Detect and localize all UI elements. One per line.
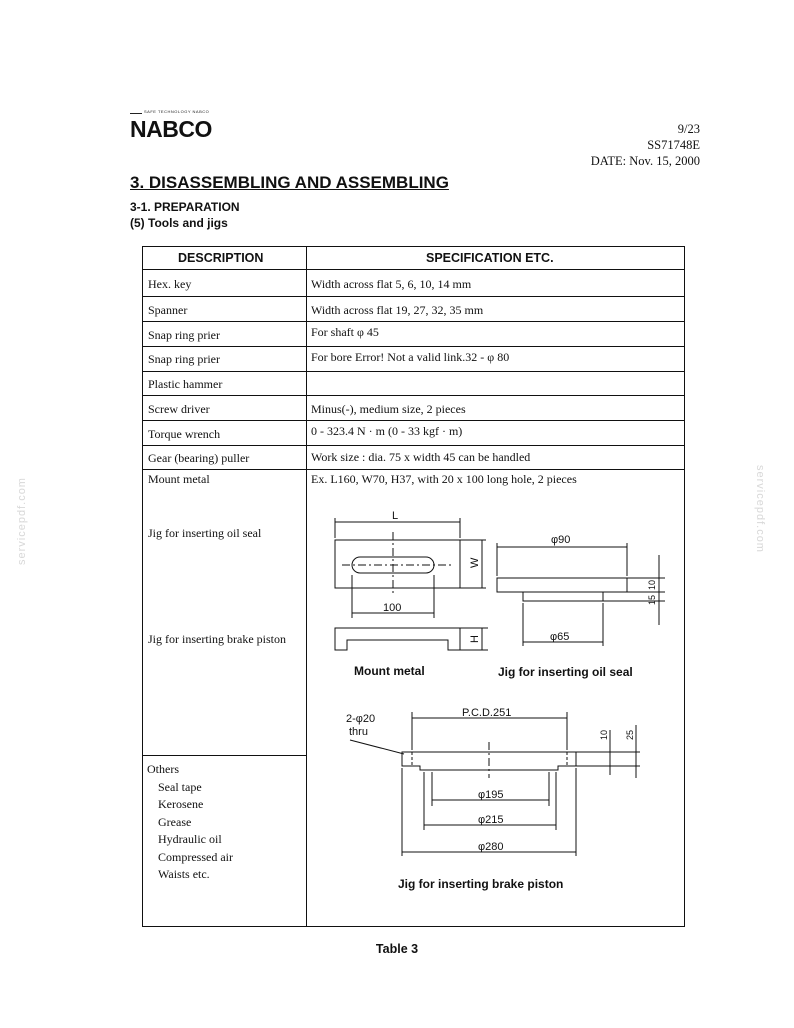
row-desc: Snap ring prier	[148, 352, 220, 366]
brand-name: NABCO	[130, 116, 212, 142]
row-spec: For shaft φ 45	[311, 325, 379, 339]
dim-w: W	[469, 557, 481, 568]
row-spec: For bore Error! Not a valid link.32 - φ 80	[311, 350, 510, 364]
dim-10: 10	[647, 579, 657, 590]
watermark-right: servicepdf.com	[754, 465, 766, 553]
dim-d90: φ90	[551, 534, 571, 546]
dim-100: 100	[383, 602, 402, 614]
list-item: Hydraulic oil	[158, 832, 222, 846]
document-number: SS71748E	[647, 138, 700, 152]
dim-d195: φ195	[478, 789, 504, 801]
row-desc: Hex. key	[148, 277, 192, 291]
document-header	[591, 121, 700, 169]
dim-d65: φ65	[550, 631, 570, 643]
row-spec: Work size : dia. 75 x width 45 can be handled	[311, 450, 531, 464]
list-item: Seal tape	[158, 779, 202, 794]
dim-d215: φ215	[478, 814, 504, 826]
list-item: Grease	[158, 814, 192, 829]
oil-seal-caption: Jig for inserting oil seal	[498, 665, 633, 679]
section-title: 3. DISASSEMBLING AND ASSEMBLING	[130, 173, 449, 192]
dim-d280: φ280	[478, 841, 504, 853]
list-item: Waists etc.	[158, 867, 210, 881]
row-spec: Minus(-), medium size, 2 pieces	[311, 402, 466, 416]
header-specification: SPECIFICATION ETC.	[426, 251, 554, 265]
column-divider	[306, 247, 307, 926]
watermark-left: servicepdf.com	[16, 477, 28, 565]
brand-tagline: SAFE TECHNOLOGY NABCO	[144, 109, 210, 114]
row-desc: Snap ring prier	[148, 328, 220, 342]
subsection-title: 3-1. PREPARATION	[130, 200, 240, 214]
dim-25: 25	[625, 729, 635, 740]
brake-piston-caption: Jig for inserting brake piston	[398, 877, 564, 891]
row-spec: Width across flat 5, 6, 10, 14 mm	[311, 277, 472, 291]
row-spec: Ex. L160, W70, H37, with 20 x 100 long hole, 2 pieces	[311, 472, 577, 486]
list-item: Compressed air	[158, 849, 233, 864]
row-desc: Gear (bearing) puller	[148, 451, 250, 465]
dim-h: H	[469, 635, 481, 643]
dim-10b: 10	[599, 729, 609, 740]
list-item: Kerosene	[158, 797, 204, 811]
jig-oil-seal-label: Jig for inserting oil seal	[148, 526, 262, 540]
row-desc: Plastic hammer	[148, 377, 223, 391]
row-desc: Mount metal	[148, 472, 210, 486]
dim-l: L	[392, 510, 399, 522]
dim-pcd: P.C.D.251	[462, 707, 512, 719]
tools-table	[142, 246, 685, 927]
jig-brake-piston-label: Jig for inserting brake piston	[148, 632, 286, 646]
row-desc: Spanner	[148, 303, 188, 317]
header-description: DESCRIPTION	[178, 251, 264, 265]
row-desc: Torque wrench	[148, 427, 221, 441]
dim-15: 15	[647, 594, 657, 605]
dim-holes: 2-φ20	[346, 713, 376, 725]
others-label: Others	[147, 762, 179, 776]
others-list	[147, 761, 233, 884]
subsubsection-title: (5) Tools and jigs	[130, 216, 228, 230]
document-date: DATE: Nov. 15, 2000	[590, 154, 700, 168]
row-desc: Screw driver	[148, 402, 210, 416]
mount-metal-caption: Mount metal	[354, 664, 425, 678]
dim-thru: thru	[349, 726, 368, 738]
table-caption: Table 3	[375, 942, 419, 956]
row-spec: 0 - 323.4 N · m (0 - 33 kgf · m)	[311, 424, 463, 438]
page-number: 9/23	[677, 122, 700, 136]
row-spec: Width across flat 19, 27, 32, 35 mm	[311, 303, 484, 317]
